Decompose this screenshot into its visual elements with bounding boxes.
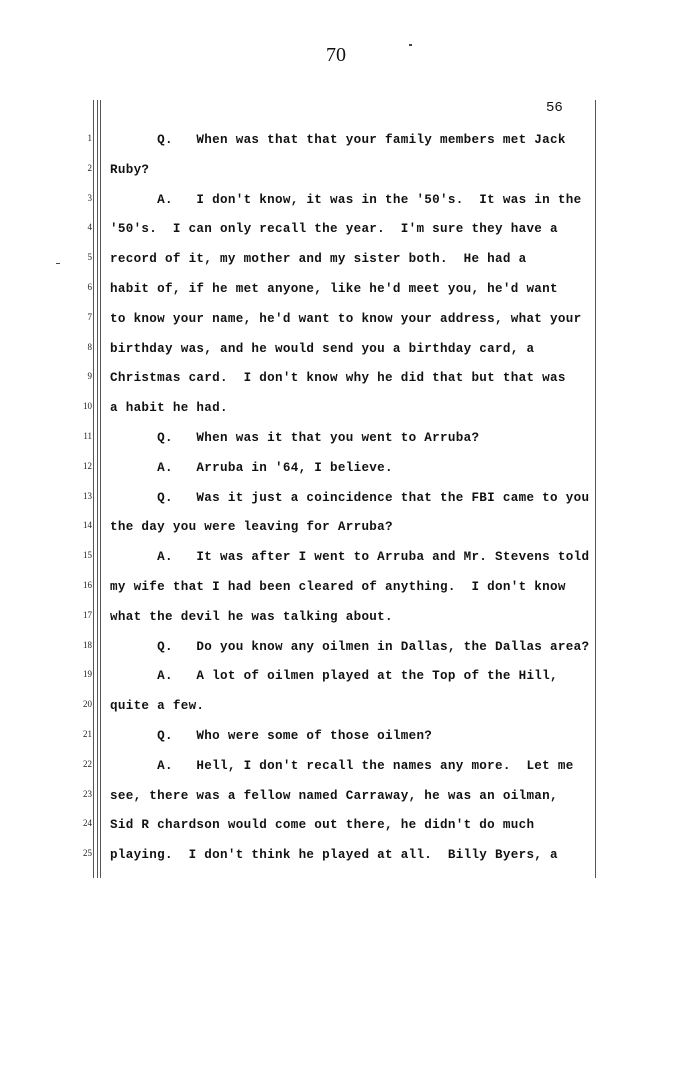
transcript-line: Q. When was that that your family members met Jack [110,133,566,147]
transcript-line: Sid R chardson would come out there, he didn't do much [110,818,535,833]
line-number: 2 [87,162,92,173]
transcript-page-number: 56 [546,100,563,116]
transcript-line: A. Arruba in '64, I believe. [110,460,393,475]
line-number: 20 [83,699,92,710]
transcript-line: Q. Was it just a coincidence that the FBI came to you [110,490,590,505]
line-number: 8 [87,341,92,352]
line-number: 13 [83,490,92,501]
line-number: 18 [83,639,92,650]
line-number: 15 [83,550,92,561]
transcript-line: A. Hell, I don't recall the names any more. Let me [110,758,574,773]
transcript-line: my wife that I had been cleared of anything. I don't know [110,580,566,594]
page-number: 70 [326,44,346,66]
transcript-line: Q. Do you know any oilmen in Dallas, the Dallas area? [110,639,590,654]
transcript-line: quite a few. [110,699,205,714]
line-number: 21 [83,729,92,739]
line-number: 16 [83,580,92,590]
transcript-line: see, there was a fellow named Carraway, he was an oilman, [110,788,558,803]
line-number: 23 [83,788,92,799]
transcript-line: A. I don't know, it was in the '50's. It was in the [110,192,582,207]
transcript-line: birthday was, and he would send you a birthday card, a [110,341,535,356]
line-number: 25 [83,848,92,859]
line-number: 5 [87,252,92,263]
transcript-line: the day you were leaving for Arruba? [110,520,393,535]
line-number: 24 [83,818,92,829]
transcript-line: playing. I don't think he played at all. Billy Byers, a [110,848,558,863]
transcript-line: A. It was after I went to Arruba and Mr. Stevens told [110,550,590,565]
line-number: 17 [83,609,92,620]
line-number: 1 [87,133,92,143]
transcript-line: a habit he had. [110,401,228,416]
line-number: 9 [87,371,92,382]
transcript-line: Ruby? [110,162,150,177]
transcript-page [83,100,600,878]
line-number: 6 [87,282,92,292]
scan-speck [56,263,60,264]
left-margin-rule [93,100,94,878]
transcript-line: '50's. I can only recall the year. I'm sure they have a [110,222,558,237]
transcript-line: A. A lot of oilmen played at the Top of the Hill, [110,669,558,684]
line-number: 19 [83,669,92,680]
line-number: 11 [83,431,92,441]
transcript-line: record of it, my mother and my sister both. He had a [110,252,527,267]
transcript-line: Q. Who were some of those oilmen? [110,729,433,743]
line-number: 12 [83,460,92,471]
line-number: 10 [83,401,92,412]
left-margin-rule [97,100,98,878]
line-number: 22 [83,758,92,769]
line-number: 3 [87,192,92,203]
transcript-line: habit of, if he met anyone, like he'd meet you, he'd want [110,282,558,296]
transcript-line: what the devil he was talking about. [110,609,393,624]
line-number: 14 [83,520,92,531]
left-margin-rule [100,100,101,878]
scan-speck [409,44,412,46]
transcript-line: Q. When was it that you went to Arruba? [110,431,480,445]
line-number: 7 [87,311,92,322]
transcript-line: to know your name, he'd want to know your address, what your [110,311,582,326]
transcript-line: Christmas card. I don't know why he did that but that was [110,371,566,386]
right-margin-rule [595,100,596,878]
line-number: 4 [87,222,92,233]
